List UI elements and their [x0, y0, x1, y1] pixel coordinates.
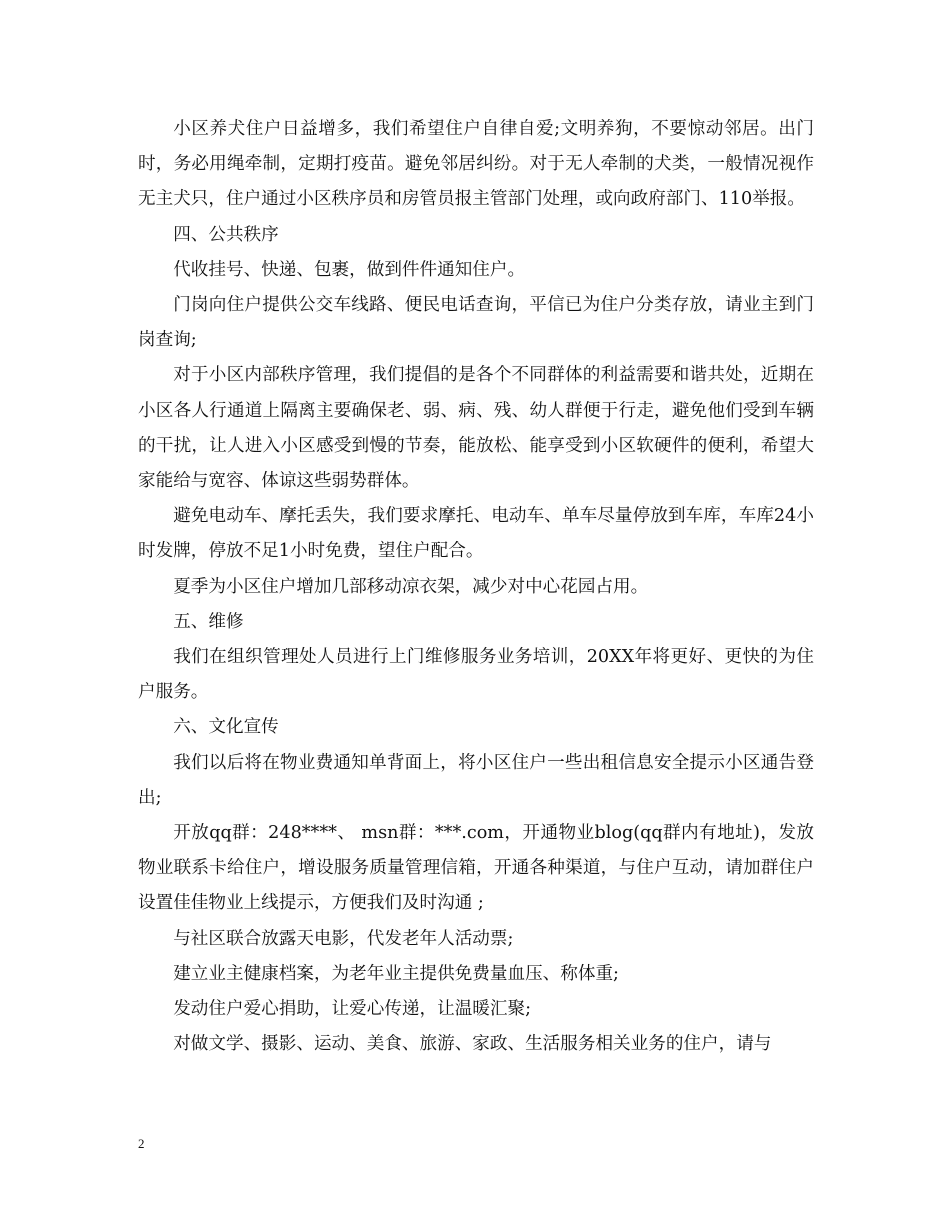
document-body	[138, 112, 814, 1062]
paragraph-dog-policy: 小区养犬住户日益增多，我们希望住户自律自爱;文明养狗，不要惊动邻居。出门时，务必用绳牵制，定期打疫苗。避免邻居纠纷。对于无人牵制的犬类，一般情况视作无主犬只，住户通过小区秩序员和房管员报主管部门处理，或向政府部门、110举报。	[138, 119, 814, 210]
paragraph-maintenance-training: 我们在组织管理处人员进行上门维修服务业务培训，20XX年将更好、更快的为住户服务。	[138, 647, 814, 703]
section-heading-public-order: 四、公共秩序	[173, 224, 279, 245]
paragraph-drying-racks: 夏季为小区住户增加几部移动凉衣架，减少对中心花园占用。	[173, 576, 649, 597]
paragraph-parcels: 代收挂号、快递、包裹，做到件件通知住户。	[173, 259, 526, 280]
paragraph-health-records: 建立业主健康档案，为老年业主提供免费量血压、称体重;	[173, 963, 619, 984]
paragraph-online-channels: 开放qq群：248****、 msn群：***.com，开通物业blog(qq群内有地址)，发放物业联系卡给住户，增设服务质量管理信箱，开通各种渠道，与住户互动，请加群住户设置佳佳物业上线提示，方便我们及时沟通 ;	[138, 823, 814, 914]
paragraph-gate-services: 门岗向住户提供公交车线路、便民电话查询，平信已为住户分类存放，请业主到门岗查询;	[138, 295, 814, 351]
paragraph-outdoor-movies: 与社区联合放露天电影，代发老年人活动票;	[173, 928, 514, 949]
paragraph-charity: 发动住户爱心捐助，让爱心传递，让温暖汇聚;	[173, 999, 531, 1020]
paragraph-internal-order: 对于小区内部秩序管理，我们提倡的是各个不同群体的利益需要和谐共处，近期在小区各人行通道上隔离主要确保老、弱、病、残、幼人群便于行走，避免他们受到车辆的干扰，让人进入小区感受到慢的节奏，能放松、能享受到小区软硬件的便利，希望大家能给与宽容、体谅这些弱势群体。	[138, 365, 814, 492]
paragraph-vehicle-parking: 避免电动车、摩托丢失，我们要求摩托、电动车、单车尽量停放到车库，车库24小时发牌，停放不足1小时免费，望住户配合。	[138, 506, 814, 562]
paragraph-rental-notices: 我们以后将在物业费通知单背面上，将小区住户一些出租信息安全提示小区通告登出;	[138, 752, 814, 808]
page-number: 2	[138, 1136, 145, 1151]
section-heading-maintenance: 五、维修	[173, 611, 244, 632]
paragraph-resident-businesses: 对做文学、摄影、运动、美食、旅游、家政、生活服务相关业务的住户，请与	[173, 1034, 772, 1055]
section-heading-culture: 六、文化宣传	[173, 717, 279, 738]
